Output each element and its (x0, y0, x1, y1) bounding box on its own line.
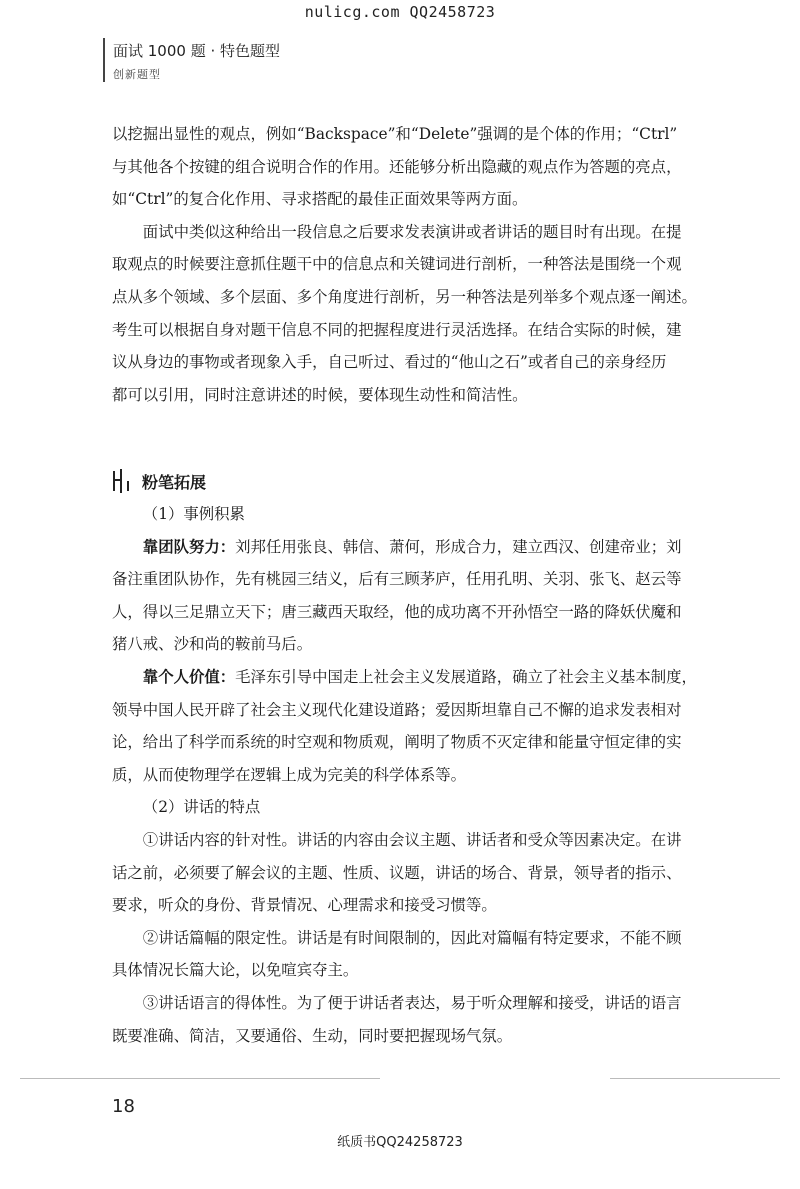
text-line: 刘邦任用张良、韩信、萧何，形成合力，建立西汉、创建帝业；刘 (235, 537, 682, 556)
text-line: ①讲话内容的针对性。讲话的内容由会议主题、讲话者和受众等因素决定。在讲 (142, 830, 682, 849)
text-line: ③讲话语言的得体性。为了便于讲话者表达，易于听众理解和接受，讲话的语言 (142, 993, 682, 1012)
paragraph-point-2 (112, 922, 728, 987)
subheading-speech: （2）讲话的特点 (142, 798, 261, 817)
text-line: 点从多个领域、多个层面、多个角度进行剖析，另一种答法是列举多个观点逐一阐述。 (112, 287, 697, 306)
watermark-top: nulicg.com QQ2458723 (304, 3, 496, 21)
text-line: 都可以引用，同时注意讲述的时候，要体现生动性和简洁性。 (112, 385, 528, 404)
text-line: ②讲话篇幅的限定性。讲话是有时间限制的，因此对篇幅有特定要求，不能不顾 (142, 928, 682, 947)
section-body (112, 498, 728, 1052)
text-line: 要求，听众的身份、背景情况、心理需求和接受习惯等。 (112, 896, 497, 915)
body-text (112, 118, 728, 411)
paragraph-teamwork (112, 531, 728, 661)
text-line: 质，从而使物理学在逻辑上成为完美的科学体系等。 (112, 765, 466, 784)
text-line: 毛泽东引导中国走上社会主义发展道路，确立了社会主义基本制度， (235, 667, 697, 686)
text-line: 考生可以根据自身对题干信息不同的把握程度进行灵活选择。在结合实际的时候，建 (112, 320, 682, 339)
page-number: 18 (112, 1096, 135, 1117)
paragraph-method (112, 216, 728, 412)
text-line: 如“Ctrl”的复合化作用、寻求搭配的最佳正面效果等两方面。 (112, 190, 528, 209)
subheading-examples: （1）事例积累 (142, 505, 245, 523)
scan-artifact-line (20, 1078, 380, 1079)
lead-term: 靠个人价值： (142, 667, 236, 686)
running-header-title: 面试 1000 题 · 特色题型 (113, 42, 281, 60)
chalk-bracket-icon (112, 469, 132, 493)
paragraph-point-3 (112, 987, 728, 1052)
text-line: 人，得以三足鼎立天下；唐三藏西天取经，他的成功离不开孙悟空一路的降妖伏魔和 (112, 602, 682, 621)
paragraph-individual (112, 661, 728, 791)
text-line: 议从身边的事物或者现象入手，自己听过、看过的“他山之石”或者自己的亲身经历 (112, 353, 667, 372)
text-line: 具体情况长篇大论，以免喧宾夺主。 (112, 961, 359, 980)
text-line: 话之前，必须要了解会议的主题、性质、议题，讲话的场合、背景，领导者的指示、 (112, 863, 682, 882)
paragraph-point-1 (112, 824, 728, 922)
section-title: 粉笔拓展 (142, 472, 207, 492)
text-line: 与其他各个按键的组合说明合作的作用。还能够分析出隐藏的观点作为答题的亮点， (112, 157, 682, 176)
text-line: 面试中类似这种给出一段信息之后要求发表演讲或者讲话的题目时有出现。在提 (142, 222, 682, 241)
text-line: 以挖掘出显性的观点，例如“Backspace”和“Delete”强调的是个体的作用；“Ctrl” (112, 125, 678, 143)
lead-term: 靠团队努力： (142, 537, 236, 556)
running-header-subtitle: 创新题型 (113, 68, 161, 81)
paragraph-intro (112, 118, 728, 216)
header-rule (103, 38, 105, 82)
text-line: 猪八戒、沙和尚的鞍前马后。 (112, 635, 313, 654)
section-heading (112, 466, 206, 496)
text-line: 取观点的时候要注意抓住题干中的信息点和关键词进行剖析，一种答法是围绕一个观 (112, 255, 682, 274)
text-line: 备注重团队协作，先有桃园三结义，后有三顾茅庐，任用孔明、关羽、张飞、赵云等 (112, 570, 682, 589)
text-line: 领导中国人民开辟了社会主义现代化建设道路；爱因斯坦靠自己不懈的追求发表相对 (112, 700, 682, 719)
text-line: 既要准确、简洁，又要通俗、生动，同时要把握现场气氛。 (112, 1026, 513, 1045)
text-line: 论，给出了科学而系统的时空观和物质观，阐明了物质不灭定律和能量守恒定律的实 (112, 733, 682, 752)
scan-artifact-line (610, 1078, 780, 1079)
watermark-bottom: 纸质书QQ24258723 (337, 1135, 463, 1150)
